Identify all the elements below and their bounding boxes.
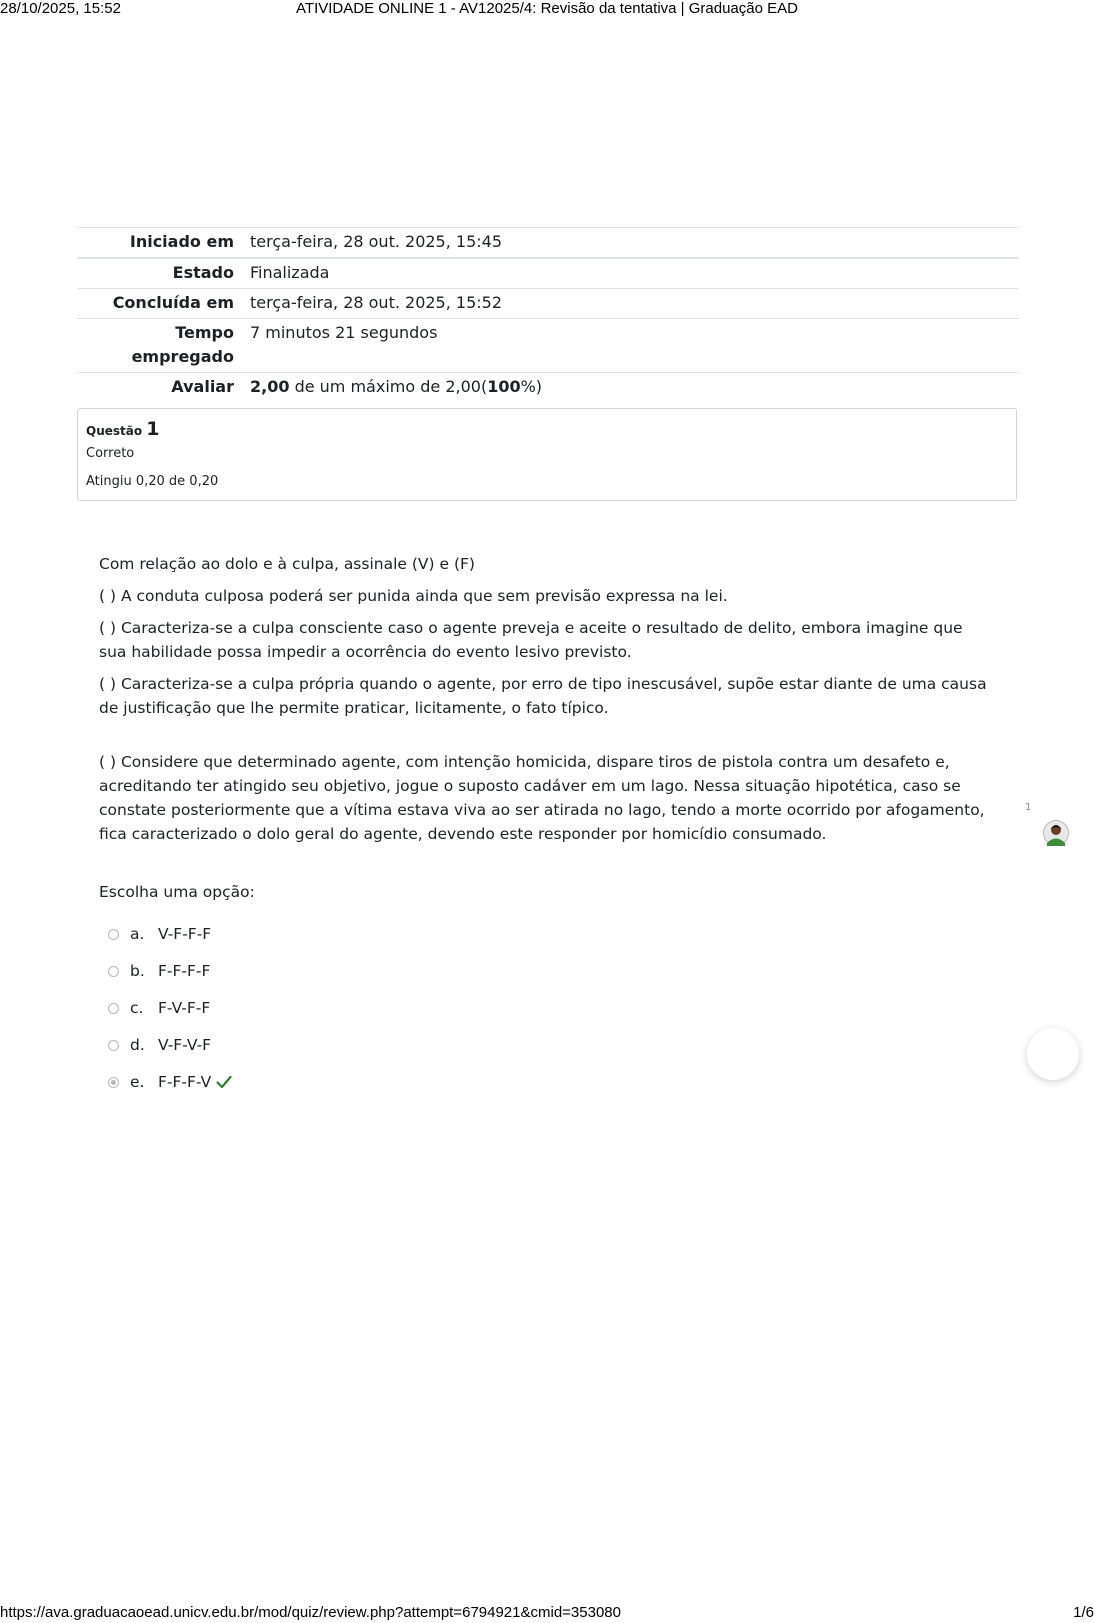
option-letter: a. xyxy=(130,924,145,943)
state-value: Finalizada xyxy=(242,258,1019,289)
radio-d[interactable] xyxy=(108,1040,119,1051)
option-e[interactable] xyxy=(108,1063,232,1100)
option-letter: e. xyxy=(130,1072,145,1091)
side-page-number: 1 xyxy=(1025,802,1032,813)
avatar-icon[interactable] xyxy=(1043,820,1069,846)
time-label-line2: empregado xyxy=(131,347,234,366)
question-number xyxy=(86,417,1008,443)
started-label: Iniciado em xyxy=(77,228,242,259)
attempt-summary xyxy=(77,227,1019,402)
question-statement-2: ( ) Caracteriza-se a culpa consciente caso o agente preveja e aceite o resultado de delito, embora imagine que sua habilidade possa impedir a ocorrência do evento lesivo previsto. xyxy=(99,619,963,661)
print-url: https://ava.graduacaoead.unicv.edu.br/mod/quiz/review.php?attempt=6794921&cmid=353080 xyxy=(0,1604,621,1621)
option-d[interactable] xyxy=(108,1026,232,1063)
option-text: V-F-V-F xyxy=(158,1035,212,1054)
print-page-number: 1/6 xyxy=(1073,1604,1094,1621)
completed-label: Concluída em xyxy=(77,289,242,319)
question-info xyxy=(77,408,1017,501)
print-header xyxy=(0,0,1094,18)
option-a[interactable] xyxy=(108,915,232,952)
grade-score: 2,00 xyxy=(250,377,290,396)
radio-b[interactable] xyxy=(108,966,119,977)
question-label: Questão xyxy=(86,424,143,438)
answer-prompt: Escolha uma opção: xyxy=(99,883,255,901)
completed-value: terça-feira, 28 out. 2025, 15:52 xyxy=(242,289,1019,319)
state-label: Estado xyxy=(77,258,242,289)
option-c[interactable] xyxy=(108,989,232,1026)
option-text: F-V-F-F xyxy=(158,998,211,1017)
grade-percent: 100 xyxy=(487,377,521,396)
grade-label: Avaliar xyxy=(77,373,242,403)
question-text xyxy=(99,552,989,854)
answer-options xyxy=(108,915,232,1100)
floating-action-button[interactable] xyxy=(1027,1028,1079,1080)
grade-value xyxy=(242,373,1019,403)
question-statement-3: ( ) Caracteriza-se a culpa própria quando o agente, por erro de tipo inescusável, supõe estar diante de uma causa de justificação que lhe permite praticar, licitamente, o fato típico. xyxy=(99,675,987,717)
grade-mid: de um máximo de 2,00( xyxy=(289,377,488,396)
option-text: F-F-F-F xyxy=(158,961,211,980)
radio-e-selected[interactable] xyxy=(108,1077,119,1088)
started-value: terça-feira, 28 out. 2025, 15:45 xyxy=(242,228,1019,259)
question-state: Correto xyxy=(86,446,135,461)
grade-end: %) xyxy=(520,377,543,396)
question-statement-1: ( ) A conduta culposa poderá ser punida ainda que sem previsão expressa na lei. xyxy=(99,587,728,605)
print-title: ATIVIDADE ONLINE 1 - AV12025/4: Revisão da tentativa | Graduação EAD xyxy=(296,0,798,17)
question-intro: Com relação ao dolo e à culpa, assinale (V) e (F) xyxy=(99,555,475,573)
option-letter: d. xyxy=(130,1035,145,1054)
option-b[interactable] xyxy=(108,952,232,989)
option-letter: c. xyxy=(130,998,144,1017)
question-number-value: 1 xyxy=(146,418,160,440)
print-datetime: 28/10/2025, 15:52 xyxy=(0,0,121,17)
print-footer xyxy=(0,1604,1094,1622)
question-statement-4: ( ) Considere que determinado agente, com intenção homicida, dispare tiros de pistola contra um desafeto e, acreditando ter atingido seu objetivo, jogue o suposto cadáver em um lago. Nessa situação hipotética, caso se constate posteriormente que a vítima estava viva ao ser atirada no lago, tendo a morte ocorrido por afogamento, fica caracterizado o dolo geral do agente, devendo este responder por homicídio consumado. xyxy=(99,753,985,843)
option-text: V-F-F-F xyxy=(158,924,212,943)
radio-c[interactable] xyxy=(108,1003,119,1014)
question-mark: Atingiu 0,20 de 0,20 xyxy=(86,474,219,489)
time-value: 7 minutos 21 segundos xyxy=(242,319,1019,373)
radio-a[interactable] xyxy=(108,929,119,940)
option-letter: b. xyxy=(130,961,145,980)
time-label xyxy=(77,319,242,373)
option-text: F-F-F-V xyxy=(158,1072,212,1091)
time-label-line1: Tempo xyxy=(175,323,234,342)
check-icon xyxy=(216,1075,232,1089)
